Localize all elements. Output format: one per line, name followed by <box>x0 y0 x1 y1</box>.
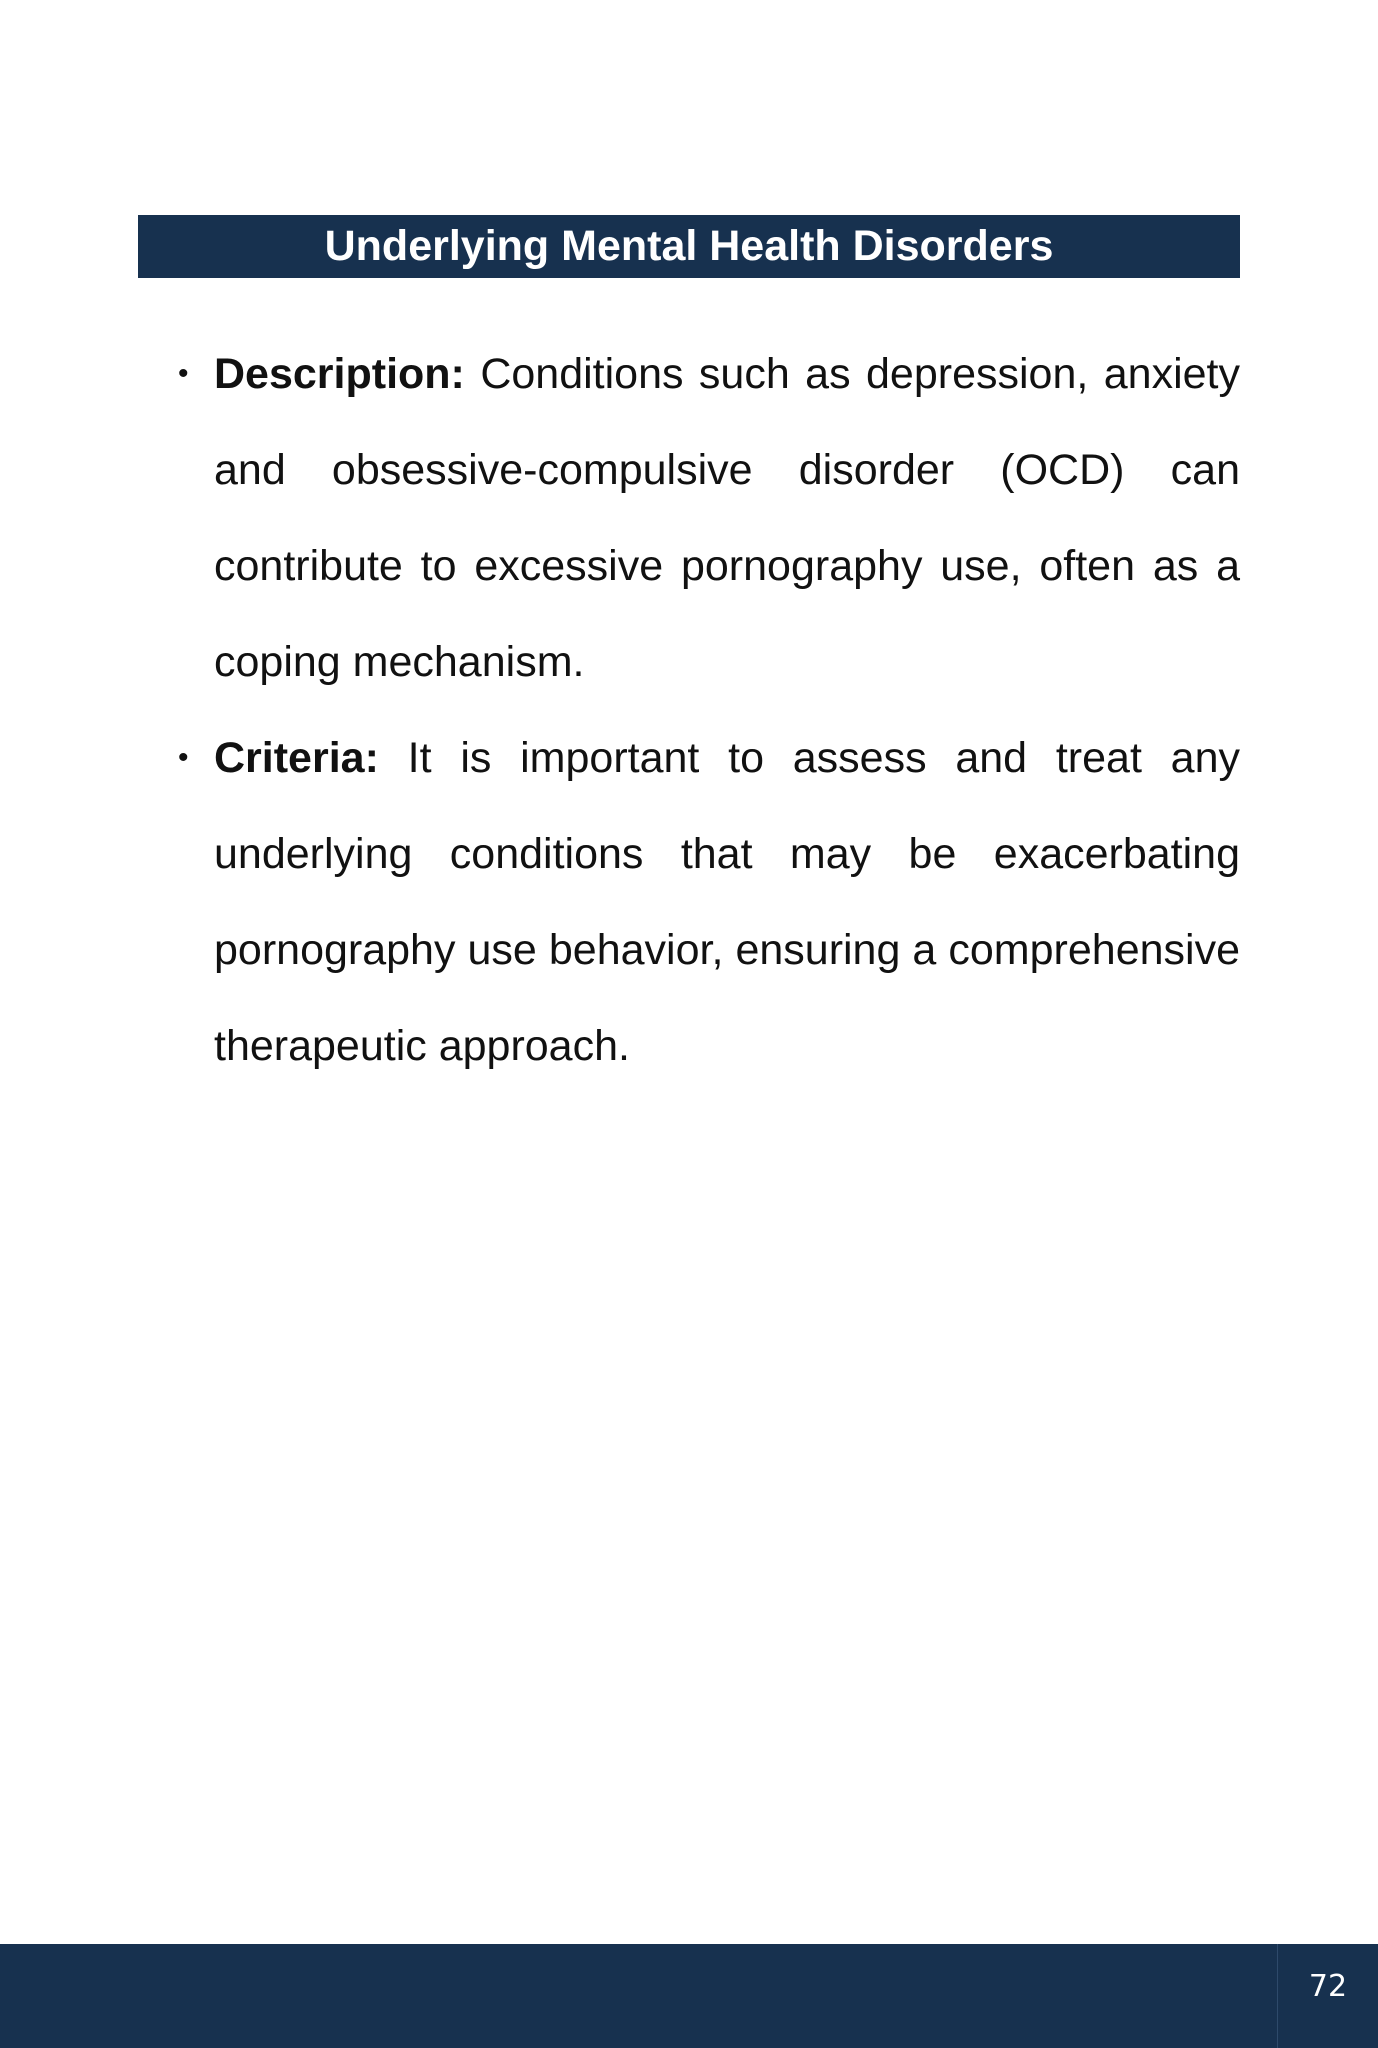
page-footer <box>0 1944 1378 2048</box>
bullet-icon: • <box>178 357 189 390</box>
page-number: 72 <box>1308 1968 1348 2004</box>
bullet-icon: • <box>178 741 189 774</box>
section-title: Underlying Mental Health Disorders <box>324 222 1054 270</box>
page-number-box <box>1277 1944 1378 2048</box>
bullet-term: Description: <box>214 350 465 398</box>
bullet-list <box>174 326 1240 1094</box>
bullet-text: It is important to assess and treat any underlying conditions that may be exacerbating pornography use behavior, ensuring a comprehensive therapeutic approach. <box>214 734 1240 1070</box>
section-heading-banner <box>138 215 1240 278</box>
list-item-criteria <box>174 710 1240 1094</box>
list-item-description <box>174 326 1240 710</box>
bullet-term: Criteria: <box>214 734 379 782</box>
bullet-text: Conditions such as depression, anxiety and obsessive-compulsive disorder (OCD) can contribute to excessive pornography use, often as a coping mechanism. <box>214 350 1240 686</box>
